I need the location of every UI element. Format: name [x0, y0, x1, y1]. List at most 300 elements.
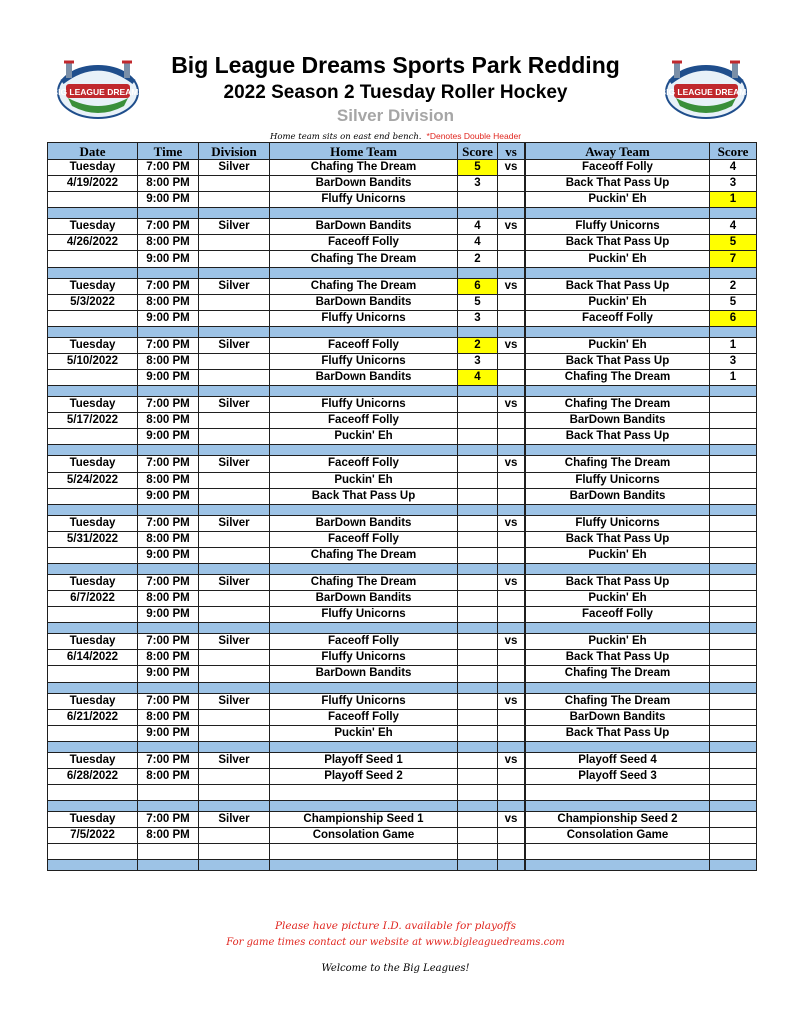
separator-cell: [270, 386, 458, 397]
vs-label: vs: [498, 812, 525, 828]
home-team: Chafing The Dream: [270, 251, 458, 267]
away-team: Chafing The Dream: [526, 666, 710, 682]
table-row: [48, 429, 757, 445]
away-team: Faceoff Folly: [526, 160, 710, 176]
separator-cell: [526, 563, 710, 574]
schedule-table: [47, 142, 757, 871]
home-team: Fluffy Unicorns: [270, 607, 458, 623]
game-day: Tuesday: [48, 337, 138, 353]
separator-cell: [710, 563, 757, 574]
footer-welcome: Welcome to the Big Leagues!: [321, 963, 470, 974]
separator-cell: [138, 563, 199, 574]
home-score: 3: [458, 353, 498, 369]
home-score: [458, 828, 498, 844]
away-score: [710, 844, 757, 860]
game-division: [199, 413, 270, 429]
separator-cell: [458, 504, 498, 515]
away-team: Back That Pass Up: [526, 429, 710, 445]
game-date-blank: [48, 725, 138, 741]
separator-cell: [199, 504, 270, 515]
separator-cell: [498, 623, 525, 634]
separator-cell: [270, 741, 458, 752]
away-score: 7: [710, 251, 757, 267]
separator-cell: [526, 386, 710, 397]
vs-label: vs: [498, 278, 525, 294]
vs-label: [498, 353, 525, 369]
away-team: Fluffy Unicorns: [526, 472, 710, 488]
game-time: 8:00 PM: [138, 413, 199, 429]
game-time: 7:00 PM: [138, 456, 199, 472]
column-header-home-team: Home Team: [270, 143, 458, 160]
division-title: Silver Division: [336, 106, 455, 125]
table-row: [48, 235, 757, 251]
away-team: Fluffy Unicorns: [526, 515, 710, 531]
game-time: 7:00 PM: [138, 693, 199, 709]
separator-cell: [199, 682, 270, 693]
separator-cell: [138, 682, 199, 693]
home-score: [458, 591, 498, 607]
home-team: Faceoff Folly: [270, 337, 458, 353]
home-score: 2: [458, 251, 498, 267]
away-team: Back That Pass Up: [526, 650, 710, 666]
separator-cell: [498, 682, 525, 693]
separator-cell: [498, 563, 525, 574]
away-score: 2: [710, 278, 757, 294]
separator-cell: [138, 504, 199, 515]
game-time: 8:00 PM: [138, 828, 199, 844]
vs-label: vs: [498, 752, 525, 768]
separator-cell: [199, 208, 270, 219]
separator-cell: [458, 682, 498, 693]
table-row: [48, 337, 757, 353]
game-time: 8:00 PM: [138, 353, 199, 369]
separator-cell: [48, 741, 138, 752]
away-team: Faceoff Folly: [526, 607, 710, 623]
game-time: 9:00 PM: [138, 607, 199, 623]
table-row: [48, 488, 757, 504]
vs-label: [498, 472, 525, 488]
game-time: 8:00 PM: [138, 768, 199, 784]
separator-cell: [710, 267, 757, 278]
separator-cell: [270, 208, 458, 219]
separator-cell: [498, 326, 525, 337]
table-row: [48, 812, 757, 828]
game-day: Tuesday: [48, 515, 138, 531]
game-division: Silver: [199, 693, 270, 709]
table-row: [48, 828, 757, 844]
game-time: [138, 785, 199, 801]
game-time: 8:00 PM: [138, 472, 199, 488]
game-division: [199, 176, 270, 192]
away-team: Puckin' Eh: [526, 547, 710, 563]
home-team: Faceoff Folly: [270, 531, 458, 547]
vs-label: [498, 531, 525, 547]
game-day: Tuesday: [48, 752, 138, 768]
away-score: [710, 768, 757, 784]
home-score: [458, 547, 498, 563]
separator-cell: [199, 267, 270, 278]
away-team: Playoff Seed 4: [526, 752, 710, 768]
table-row: [48, 650, 757, 666]
home-team: Faceoff Folly: [270, 235, 458, 251]
away-team: BarDown Bandits: [526, 709, 710, 725]
game-time: 9:00 PM: [138, 725, 199, 741]
away-team: Chafing The Dream: [526, 370, 710, 386]
away-team: Puckin' Eh: [526, 591, 710, 607]
game-date-blank: [48, 666, 138, 682]
home-score: 3: [458, 310, 498, 326]
game-time: 9:00 PM: [138, 666, 199, 682]
away-score: 3: [710, 176, 757, 192]
game-division: Silver: [199, 515, 270, 531]
away-team: Championship Seed 2: [526, 812, 710, 828]
separator-cell: [458, 326, 498, 337]
game-date-blank: [48, 251, 138, 267]
home-team: BarDown Bandits: [270, 219, 458, 235]
away-team: Chafing The Dream: [526, 456, 710, 472]
game-time: 9:00 PM: [138, 310, 199, 326]
vs-label: vs: [498, 515, 525, 531]
game-division: [199, 235, 270, 251]
game-division: [199, 251, 270, 267]
separator-cell: [498, 860, 525, 871]
table-row: [48, 725, 757, 741]
game-day: Tuesday: [48, 456, 138, 472]
game-division: [199, 429, 270, 445]
column-header-vs: vs: [498, 143, 525, 160]
home-score: [458, 812, 498, 828]
home-score: [458, 192, 498, 208]
game-time: 9:00 PM: [138, 370, 199, 386]
game-division: [199, 488, 270, 504]
home-score: [458, 531, 498, 547]
week-separator: [48, 563, 757, 574]
game-time: 9:00 PM: [138, 429, 199, 445]
away-team: Playoff Seed 3: [526, 768, 710, 784]
home-score: 5: [458, 160, 498, 176]
game-time: 8:00 PM: [138, 709, 199, 725]
game-division: [199, 709, 270, 725]
away-team: Back That Pass Up: [526, 235, 710, 251]
game-time: 7:00 PM: [138, 219, 199, 235]
separator-cell: [138, 445, 199, 456]
game-division: Silver: [199, 160, 270, 176]
vs-label: [498, 785, 525, 801]
game-day: Tuesday: [48, 812, 138, 828]
separator-cell: [458, 801, 498, 812]
separator-cell: [526, 208, 710, 219]
game-date-blank: [48, 607, 138, 623]
separator-cell: [138, 386, 199, 397]
vs-label: [498, 768, 525, 784]
home-score: [458, 844, 498, 860]
game-date-blank: [48, 429, 138, 445]
separator-cell: [270, 801, 458, 812]
away-score: [710, 752, 757, 768]
table-row: [48, 160, 757, 176]
home-score: [458, 397, 498, 413]
home-score: [458, 515, 498, 531]
game-date-blank: [48, 192, 138, 208]
away-score: [710, 591, 757, 607]
separator-cell: [270, 267, 458, 278]
vs-label: [498, 294, 525, 310]
week-separator: [48, 682, 757, 693]
home-team: BarDown Bandits: [270, 591, 458, 607]
away-team: Puckin' Eh: [526, 337, 710, 353]
vs-label: [498, 607, 525, 623]
table-row: [48, 219, 757, 235]
home-team: Back That Pass Up: [270, 488, 458, 504]
game-division: [199, 472, 270, 488]
separator-cell: [458, 445, 498, 456]
game-division: [199, 725, 270, 741]
home-team: [270, 844, 458, 860]
vs-label: [498, 725, 525, 741]
separator-cell: [458, 208, 498, 219]
home-team: Consolation Game: [270, 828, 458, 844]
vs-label: [498, 251, 525, 267]
double-header-note: *Denotes Double Header: [426, 131, 522, 141]
game-date: 6/7/2022: [48, 591, 138, 607]
away-team: Puckin' Eh: [526, 251, 710, 267]
game-division: [199, 844, 270, 860]
separator-cell: [199, 623, 270, 634]
home-team: BarDown Bandits: [270, 176, 458, 192]
game-division: Silver: [199, 812, 270, 828]
away-team: Back That Pass Up: [526, 531, 710, 547]
game-date: 6/21/2022: [48, 709, 138, 725]
separator-cell: [138, 860, 199, 871]
game-date: 5/3/2022: [48, 294, 138, 310]
away-score: [710, 666, 757, 682]
game-division: Silver: [199, 219, 270, 235]
game-date: 5/10/2022: [48, 353, 138, 369]
game-division: [199, 192, 270, 208]
table-row: [48, 693, 757, 709]
game-date: 4/26/2022: [48, 235, 138, 251]
separator-cell: [710, 741, 757, 752]
away-score: 1: [710, 370, 757, 386]
separator-cell: [48, 504, 138, 515]
table-row: [48, 844, 757, 860]
separator-cell: [48, 563, 138, 574]
game-division: [199, 666, 270, 682]
separator-cell: [710, 208, 757, 219]
away-team: BarDown Bandits: [526, 413, 710, 429]
vs-label: [498, 370, 525, 386]
vs-label: [498, 709, 525, 725]
vs-label: vs: [498, 634, 525, 650]
column-header-away-score: Score: [710, 143, 757, 160]
game-division: Silver: [199, 337, 270, 353]
game-date: 4/19/2022: [48, 176, 138, 192]
separator-cell: [526, 445, 710, 456]
separator-cell: [270, 326, 458, 337]
separator-cell: [48, 267, 138, 278]
game-division: Silver: [199, 397, 270, 413]
game-date-blank: [48, 785, 138, 801]
game-day: Tuesday: [48, 693, 138, 709]
away-team: Puckin' Eh: [526, 634, 710, 650]
home-score: [458, 413, 498, 429]
game-division: [199, 607, 270, 623]
home-score: [458, 472, 498, 488]
game-division: [199, 353, 270, 369]
away-team: BarDown Bandits: [526, 488, 710, 504]
away-team: Fluffy Unicorns: [526, 219, 710, 235]
separator-cell: [270, 504, 458, 515]
home-score: 2: [458, 337, 498, 353]
away-score: 4: [710, 160, 757, 176]
home-team: BarDown Bandits: [270, 666, 458, 682]
week-separator: [48, 741, 757, 752]
game-time: 9:00 PM: [138, 488, 199, 504]
game-time: 7:00 PM: [138, 160, 199, 176]
column-header-away-team: Away Team: [526, 143, 710, 160]
separator-cell: [48, 326, 138, 337]
separator-cell: [270, 623, 458, 634]
game-division: [199, 650, 270, 666]
game-date: 5/24/2022: [48, 472, 138, 488]
away-score: [710, 413, 757, 429]
game-division: Silver: [199, 634, 270, 650]
table-row: [48, 547, 757, 563]
home-team: [270, 785, 458, 801]
game-division: [199, 294, 270, 310]
game-time: 9:00 PM: [138, 251, 199, 267]
table-row: [48, 768, 757, 784]
table-row: [48, 666, 757, 682]
separator-cell: [710, 504, 757, 515]
away-score: [710, 725, 757, 741]
column-header-time: Time: [138, 143, 199, 160]
away-team: [526, 785, 710, 801]
away-score: [710, 828, 757, 844]
home-team: Faceoff Folly: [270, 634, 458, 650]
home-team: Faceoff Folly: [270, 709, 458, 725]
game-date: 6/28/2022: [48, 768, 138, 784]
away-score: [710, 650, 757, 666]
game-date-blank: [48, 488, 138, 504]
home-score: [458, 693, 498, 709]
game-time: 9:00 PM: [138, 192, 199, 208]
separator-cell: [498, 267, 525, 278]
note-line: [0, 131, 791, 142]
game-time: 8:00 PM: [138, 531, 199, 547]
away-score: [710, 812, 757, 828]
away-team: Faceoff Folly: [526, 310, 710, 326]
table-row: [48, 397, 757, 413]
separator-cell: [48, 801, 138, 812]
home-team: BarDown Bandits: [270, 294, 458, 310]
separator-cell: [270, 860, 458, 871]
column-header-date: Date: [48, 143, 138, 160]
home-score: [458, 607, 498, 623]
svg-text:BIG LEAGUE DREAMS: BIG LEAGUE DREAMS: [660, 87, 752, 97]
separator-cell: [138, 741, 199, 752]
separator-cell: [458, 860, 498, 871]
game-division: [199, 591, 270, 607]
game-date-blank: [48, 310, 138, 326]
away-team: Back That Pass Up: [526, 725, 710, 741]
separator-cell: [138, 326, 199, 337]
away-score: 1: [710, 337, 757, 353]
game-time: 8:00 PM: [138, 294, 199, 310]
table-row: [48, 413, 757, 429]
separator-cell: [270, 563, 458, 574]
home-score: 4: [458, 370, 498, 386]
separator-cell: [498, 504, 525, 515]
home-team: BarDown Bandits: [270, 370, 458, 386]
game-division: [199, 547, 270, 563]
home-team-note: Home team sits on east end bench.: [269, 132, 422, 142]
home-team: Chafing The Dream: [270, 574, 458, 590]
separator-cell: [710, 682, 757, 693]
home-team: Faceoff Folly: [270, 456, 458, 472]
table-row: [48, 278, 757, 294]
week-separator: [48, 801, 757, 812]
away-score: [710, 472, 757, 488]
home-score: [458, 574, 498, 590]
home-team: Fluffy Unicorns: [270, 397, 458, 413]
vs-label: [498, 650, 525, 666]
separator-cell: [710, 623, 757, 634]
table-row: [48, 176, 757, 192]
game-time: 7:00 PM: [138, 515, 199, 531]
separator-cell: [710, 860, 757, 871]
game-day: Tuesday: [48, 219, 138, 235]
separator-cell: [270, 682, 458, 693]
away-score: [710, 429, 757, 445]
separator-cell: [526, 801, 710, 812]
separator-cell: [458, 563, 498, 574]
home-team: Playoff Seed 2: [270, 768, 458, 784]
away-score: [710, 634, 757, 650]
table-row: [48, 310, 757, 326]
vs-label: vs: [498, 574, 525, 590]
game-division: Silver: [199, 752, 270, 768]
home-score: [458, 456, 498, 472]
home-team: Puckin' Eh: [270, 725, 458, 741]
game-division: Silver: [199, 278, 270, 294]
game-time: 7:00 PM: [138, 752, 199, 768]
separator-cell: [498, 208, 525, 219]
separator-cell: [526, 741, 710, 752]
game-date: 5/17/2022: [48, 413, 138, 429]
home-team: BarDown Bandits: [270, 515, 458, 531]
separator-cell: [138, 801, 199, 812]
table-row: [48, 353, 757, 369]
away-score: [710, 488, 757, 504]
separator-cell: [458, 267, 498, 278]
away-score: [710, 785, 757, 801]
week-separator: [48, 208, 757, 219]
home-team: Fluffy Unicorns: [270, 192, 458, 208]
week-separator: [48, 267, 757, 278]
schedule-body: [48, 160, 757, 871]
vs-label: vs: [498, 219, 525, 235]
table-row: [48, 370, 757, 386]
game-date-blank: [48, 844, 138, 860]
away-score: 4: [710, 219, 757, 235]
home-score: [458, 752, 498, 768]
vs-label: [498, 844, 525, 860]
game-time: 7:00 PM: [138, 278, 199, 294]
away-team: [526, 844, 710, 860]
separator-cell: [199, 741, 270, 752]
footer-website-note: For game times contact our website at www.bigleaguedreams.com: [226, 937, 565, 948]
